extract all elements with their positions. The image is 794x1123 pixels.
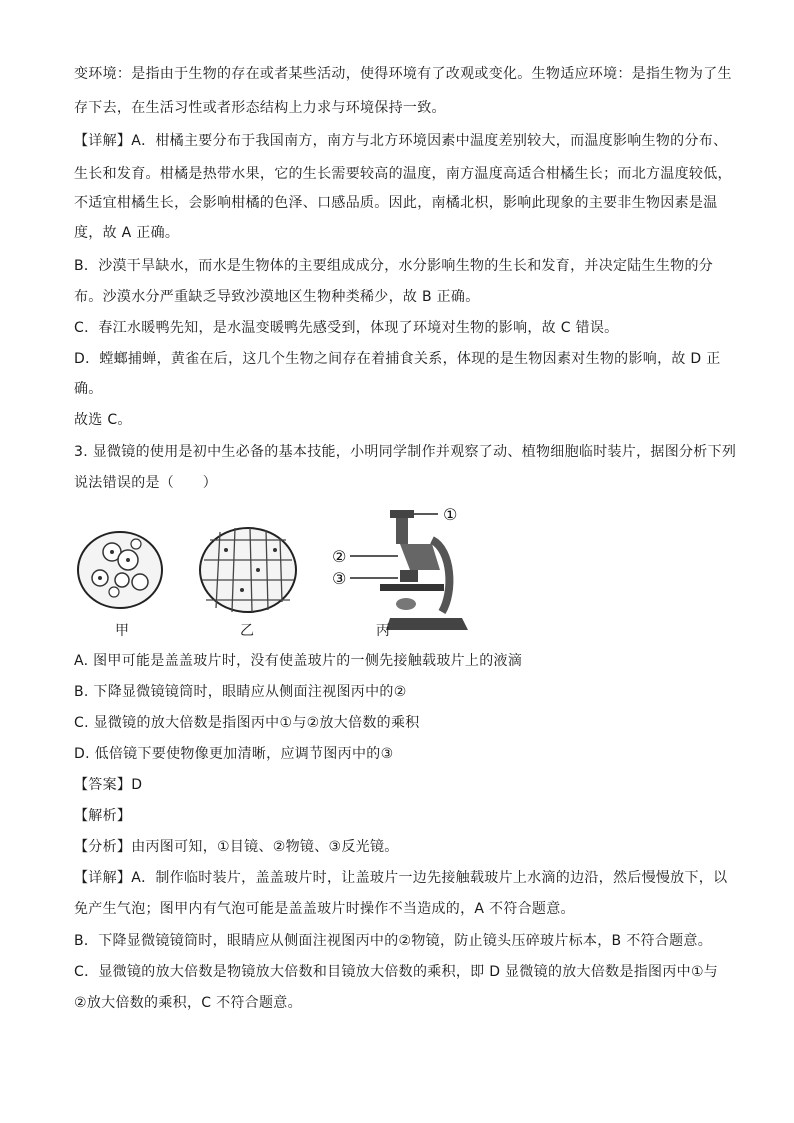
- microscope-drawing: [350, 510, 468, 630]
- explanation-text: C．显微镜的放大倍数是物镜放大倍数和目镜放大倍数的乘积，即 D 显微镜的放大倍数是指图丙中①与: [74, 964, 719, 980]
- option-c: C. 显微镜的放大倍数是指图丙中①与②放大倍数的乘积: [74, 715, 420, 731]
- analysis-heading: 【解析】: [74, 808, 132, 824]
- text-line: C．春江水暖鸭先知，是水温变暖鸭先感受到，体现了环境对生物的影响，故 C 错误。: [74, 320, 619, 336]
- explanation-text: B．下降显微镜镜筒时，眼睛应从侧面注视图丙中的②物镜，防止镜头压碎玻片标本，B 不符合题意。: [74, 933, 713, 949]
- answer: 【答案】D: [74, 777, 143, 793]
- text-line: 变环境：是指由于生物的存在或者某些活动，使得环境有了改观或变化。生物适应环境：是指生物为了生: [74, 66, 732, 82]
- text-line: 布。沙漠水分严重缺乏导致沙漠地区生物种类稀少，故 B 正确。: [74, 289, 480, 305]
- text-line: 生长和发育。柑橘是热带水果，它的生长需要较高的温度，南方温度高适合柑橘生长；而北方温度较低，: [74, 166, 732, 182]
- callout-2: ②: [332, 547, 347, 566]
- slide-jia: [78, 532, 162, 608]
- text-line: 度，故 A 正确。: [74, 225, 180, 241]
- explanation-text: ②放大倍数的乘积，C 不符合题意。: [74, 995, 302, 1011]
- explanation-text: 【详解】A．制作临时装片，盖盖玻片时，让盖玻片一边先接触载玻片上水滴的边沿，然后慢慢放下，以: [74, 870, 728, 886]
- text-line: B．沙漠干旱缺水，而水是生物体的主要组成成分，水分影响生物的生长和发育，并决定陆生生物的分: [74, 258, 714, 274]
- cell-microscope-figure: [70, 500, 500, 645]
- figure-label-bing: 丙: [376, 623, 390, 639]
- callout-3: ③: [332, 569, 347, 588]
- slide-yi: [200, 528, 296, 612]
- analysis-text: 【分析】由丙图可知，①目镜、②物镜、③反光镜。: [74, 839, 399, 855]
- option-d: D. 低倍镜下要使物像更加清晰，应调节图丙中的③: [74, 746, 394, 762]
- text-line: 不适宜柑橘生长，会影响柑橘的色泽、口感品质。因此，南橘北枳，影响此现象的主要非生物因素是温: [74, 195, 718, 211]
- callout-1: ①: [443, 505, 458, 524]
- text-line: 故选 C。: [74, 412, 132, 428]
- question-stem: 3. 显微镜的使用是初中生必备的基本技能，小明同学制作并观察了动、植物细胞临时装片，据图分析下列: [74, 444, 737, 460]
- figure-label-jia: 甲: [115, 623, 129, 639]
- text-line: D．螳螂捕蝉，黄雀在后，这几个生物之间存在着捕食关系，体现的是生物因素对生物的影响，故 D 正: [74, 351, 721, 367]
- explanation-text: 免产生气泡；图甲内有气泡可能是盖盖玻片时操作不当造成的，A 不符合题意。: [74, 901, 575, 917]
- text-line: 存下去，在生活习性或者形态结构上力求与环境保持一致。: [74, 100, 446, 116]
- option-b: B. 下降显微镜镜筒时，眼睛应从侧面注视图丙中的②: [74, 684, 407, 700]
- text-line: 确。: [74, 381, 103, 397]
- option-a: A. 图甲可能是盖盖玻片时，没有使盖玻片的一侧先接触载玻片上的液滴: [74, 653, 523, 669]
- question-stem: 说法错误的是（ ）: [74, 475, 217, 491]
- text-line: 【详解】A．柑橘主要分布于我国南方，南方与北方环境因素中温度差别较大，而温度影响生物的分布、: [74, 133, 728, 149]
- figure-label-yi: 乙: [240, 623, 254, 639]
